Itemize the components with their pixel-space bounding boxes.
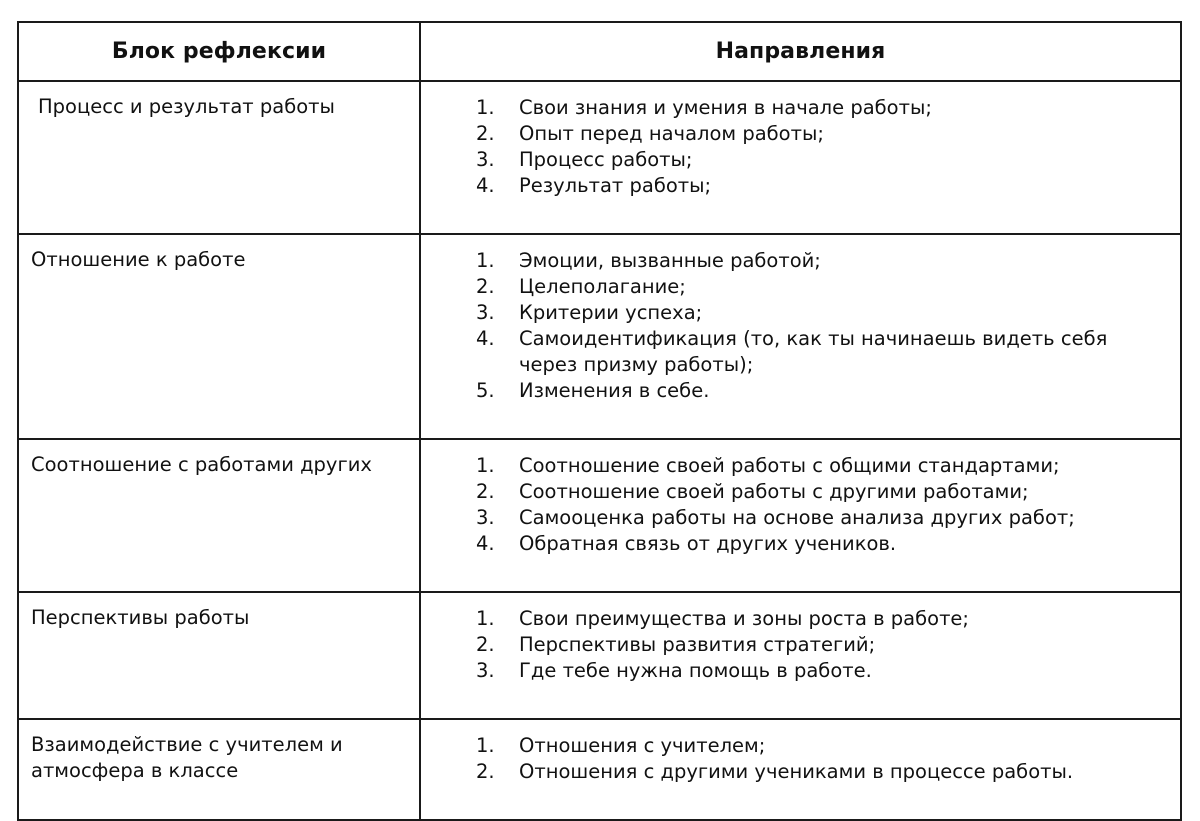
directions-cell <box>420 81 1181 234</box>
list-item: 2. Целеполагание; <box>476 275 686 298</box>
header-block: Блок рефлексии <box>18 22 420 81</box>
reflection-table <box>17 21 1182 821</box>
table-row <box>18 439 1181 592</box>
list-item: 2. Опыт перед началом работы; <box>476 122 824 145</box>
list-item: 5. Изменения в себе. <box>476 379 710 402</box>
list-item: 3. Самооценка работы на основе анализа других работ; <box>476 506 1075 529</box>
directions-cell <box>420 439 1181 592</box>
directions-list <box>421 606 1180 684</box>
block-cell: Взаимодействие с учителем и атмосфера в классе <box>18 719 420 820</box>
list-item: 1. Свои преимущества и зоны роста в работе; <box>476 607 969 630</box>
block-cell: Соотношение с работами других <box>18 439 420 592</box>
list-item: 3. Критерии успеха; <box>476 301 703 324</box>
directions-list <box>421 733 1180 785</box>
directions-cell <box>420 592 1181 719</box>
table-row <box>18 592 1181 719</box>
list-item: 1. Соотношение своей работы с общими стандартами; <box>476 454 1060 477</box>
block-cell: Отношение к работе <box>18 234 420 439</box>
list-item: 1. Отношения с учителем; <box>476 734 766 757</box>
header-directions: Направления <box>420 22 1181 81</box>
block-cell: Процесс и результат работы <box>18 81 420 234</box>
list-item: 1. Свои знания и умения в начале работы; <box>476 96 932 119</box>
list-item: 4. Результат работы; <box>476 174 712 197</box>
header-row <box>18 22 1181 81</box>
directions-cell <box>420 719 1181 820</box>
directions-list <box>421 453 1180 557</box>
directions-list <box>421 248 1180 404</box>
list-item: 2. Отношения с другими учениками в процессе работы. <box>476 760 1074 783</box>
list-item: 4. Обратная связь от других учеников. <box>476 532 897 555</box>
table-row <box>18 81 1181 234</box>
directions-list <box>421 95 1180 199</box>
table-row <box>18 719 1181 820</box>
list-item: 3. Где тебе нужна помощь в работе. <box>476 659 872 682</box>
list-item: 1. Эмоции, вызванные работой; <box>476 249 821 272</box>
list-item: 4. Самоидентификация (то, как ты начинаешь видеть себя через призму работы); <box>476 327 1108 376</box>
block-cell: Перспективы работы <box>18 592 420 719</box>
list-item: 2. Соотношение своей работы с другими работами; <box>476 480 1029 503</box>
table-row <box>18 234 1181 439</box>
directions-cell <box>420 234 1181 439</box>
list-item: 3. Процесс работы; <box>476 148 693 171</box>
list-item: 2. Перспективы развития стратегий; <box>476 633 876 656</box>
